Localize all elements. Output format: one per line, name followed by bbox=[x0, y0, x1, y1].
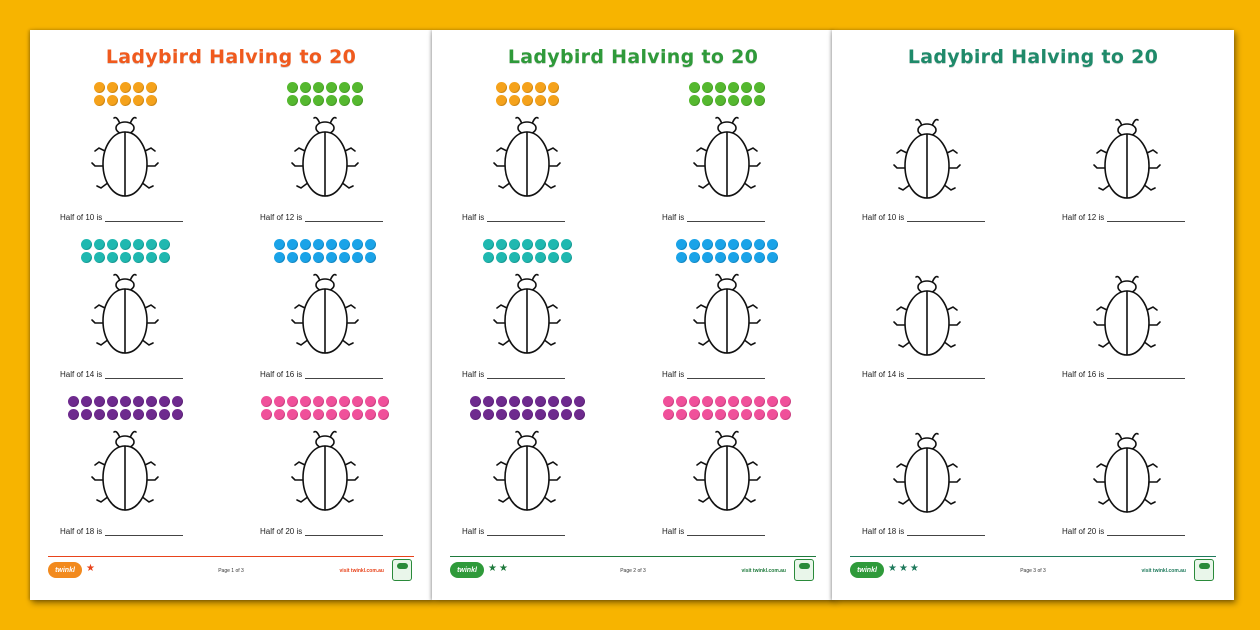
counter-dot bbox=[715, 409, 726, 420]
counter-dot bbox=[741, 409, 752, 420]
counter-dot bbox=[339, 82, 350, 93]
counter-dot bbox=[522, 239, 533, 250]
counter-dot bbox=[146, 252, 157, 263]
counter-dots bbox=[81, 239, 170, 263]
quality-badge-icon bbox=[1194, 559, 1214, 581]
counter-dot bbox=[300, 409, 311, 420]
page-number: Page 2 of 3 bbox=[620, 568, 646, 574]
counter-dot bbox=[754, 396, 765, 407]
counter-dot bbox=[741, 396, 752, 407]
counter-dots bbox=[496, 82, 559, 106]
answer-blank[interactable] bbox=[907, 528, 985, 536]
counter-dot bbox=[689, 396, 700, 407]
counter-dot bbox=[146, 409, 157, 420]
counter-dot bbox=[94, 409, 105, 420]
answer-blank[interactable] bbox=[907, 214, 985, 222]
counter-dot bbox=[676, 252, 687, 263]
site-link[interactable]: visit twinkl.com.au bbox=[741, 568, 786, 574]
counter-dot bbox=[483, 252, 494, 263]
counter-dot bbox=[339, 409, 350, 420]
answer-blank[interactable] bbox=[105, 371, 183, 379]
counter-dot bbox=[702, 82, 713, 93]
counter-dot bbox=[728, 409, 739, 420]
footer-divider bbox=[450, 556, 816, 557]
site-link[interactable]: visit twinkl.com.au bbox=[1141, 568, 1186, 574]
ladybird-outline-icon bbox=[1087, 112, 1167, 204]
counter-dot bbox=[496, 409, 507, 420]
counter-dot bbox=[172, 409, 183, 420]
counter-dot bbox=[535, 239, 546, 250]
counter-dot bbox=[120, 252, 131, 263]
counter-dots bbox=[274, 239, 376, 263]
counter-dot bbox=[676, 409, 687, 420]
counter-dot bbox=[274, 396, 285, 407]
counter-dot bbox=[561, 409, 572, 420]
counter-dot bbox=[94, 239, 105, 250]
answer-blank[interactable] bbox=[305, 371, 383, 379]
counter-dot bbox=[522, 95, 533, 106]
counter-dot bbox=[339, 252, 350, 263]
answer-label: Half of 16 is bbox=[1062, 370, 1105, 379]
answer-label: Half is bbox=[662, 370, 685, 379]
counter-dot bbox=[287, 396, 298, 407]
counter-dot bbox=[702, 95, 713, 106]
answer-row bbox=[862, 370, 985, 379]
counter-dot bbox=[535, 252, 546, 263]
answer-blank[interactable] bbox=[487, 528, 565, 536]
counter-dot bbox=[741, 95, 752, 106]
counter-dot bbox=[120, 239, 131, 250]
answer-label: Half of 20 is bbox=[260, 527, 303, 536]
counter-dot bbox=[107, 95, 118, 106]
answer-blank[interactable] bbox=[105, 214, 183, 222]
answer-label: Half is bbox=[462, 527, 485, 536]
counter-dot bbox=[470, 396, 481, 407]
counter-dot bbox=[261, 409, 272, 420]
counter-dot bbox=[352, 82, 363, 93]
counter-dot bbox=[483, 239, 494, 250]
counter-dot bbox=[133, 252, 144, 263]
counter-dot bbox=[133, 396, 144, 407]
counter-dot bbox=[715, 95, 726, 106]
counter-dot bbox=[754, 409, 765, 420]
counter-dot bbox=[702, 409, 713, 420]
counter-dot bbox=[365, 396, 376, 407]
ladybird-outline-icon bbox=[1087, 426, 1167, 518]
twinkl-logo: twinkl bbox=[450, 562, 484, 578]
counter-dot bbox=[326, 239, 337, 250]
counter-dots bbox=[68, 396, 183, 420]
counter-dot bbox=[159, 409, 170, 420]
counter-dot bbox=[313, 409, 324, 420]
counter-dot bbox=[352, 239, 363, 250]
answer-blank[interactable] bbox=[1107, 528, 1185, 536]
ladybird-outline-icon bbox=[285, 424, 365, 516]
counter-dots bbox=[689, 82, 765, 106]
counter-dot bbox=[548, 239, 559, 250]
counter-dot bbox=[548, 95, 559, 106]
counter-dot bbox=[728, 95, 739, 106]
counter-dot bbox=[107, 252, 118, 263]
page-title: Ladybird Halving to 20 bbox=[507, 46, 759, 68]
counter-dot bbox=[663, 409, 674, 420]
answer-label: Half is bbox=[662, 527, 685, 536]
counter-dot bbox=[561, 396, 572, 407]
counter-dot bbox=[728, 239, 739, 250]
counter-dot bbox=[548, 82, 559, 93]
counter-dot bbox=[94, 396, 105, 407]
page-number: Page 3 of 3 bbox=[1020, 568, 1046, 574]
counter-dot bbox=[107, 396, 118, 407]
counter-dot bbox=[300, 396, 311, 407]
answer-row bbox=[662, 370, 765, 379]
counter-dot bbox=[365, 252, 376, 263]
ladybird-outline-icon bbox=[887, 112, 967, 204]
counter-dots bbox=[94, 82, 157, 106]
answer-blank[interactable] bbox=[105, 528, 183, 536]
counter-dot bbox=[81, 252, 92, 263]
counter-dot bbox=[676, 396, 687, 407]
answer-blank[interactable] bbox=[687, 371, 765, 379]
difficulty-stars-icon: ★ bbox=[86, 563, 97, 574]
ladybird-outline-icon bbox=[487, 110, 567, 202]
footer-divider bbox=[850, 556, 1216, 557]
counter-dot bbox=[159, 396, 170, 407]
difficulty-stars-icon: ★★ bbox=[488, 563, 510, 574]
counter-dot bbox=[146, 239, 157, 250]
answer-row bbox=[60, 213, 183, 222]
counter-dots bbox=[676, 239, 778, 263]
answer-row bbox=[462, 213, 565, 222]
ladybird-outline-icon bbox=[285, 110, 365, 202]
ladybird-outline-icon bbox=[687, 110, 767, 202]
counter-dots bbox=[261, 396, 389, 420]
counter-dot bbox=[159, 239, 170, 250]
counter-dot bbox=[146, 396, 157, 407]
counter-dot bbox=[133, 95, 144, 106]
counter-dot bbox=[689, 239, 700, 250]
answer-row bbox=[462, 527, 565, 536]
counter-dot bbox=[378, 396, 389, 407]
counter-dot bbox=[496, 95, 507, 106]
counter-dot bbox=[313, 396, 324, 407]
counter-dot bbox=[702, 252, 713, 263]
counter-dot bbox=[663, 396, 674, 407]
counter-dot bbox=[120, 409, 131, 420]
counter-dot bbox=[94, 82, 105, 93]
counter-dot bbox=[470, 409, 481, 420]
counter-dot bbox=[483, 409, 494, 420]
counter-dot bbox=[352, 252, 363, 263]
counter-dot bbox=[81, 409, 92, 420]
counter-dot bbox=[326, 409, 337, 420]
counter-dot bbox=[159, 252, 170, 263]
counter-dot bbox=[535, 396, 546, 407]
counter-dot bbox=[767, 252, 778, 263]
counter-dot bbox=[496, 396, 507, 407]
counter-dot bbox=[339, 396, 350, 407]
counter-dot bbox=[107, 409, 118, 420]
counter-dot bbox=[780, 396, 791, 407]
counter-dot bbox=[496, 252, 507, 263]
answer-blank[interactable] bbox=[687, 528, 765, 536]
answer-row bbox=[260, 370, 383, 379]
counter-dot bbox=[780, 409, 791, 420]
counter-dot bbox=[68, 409, 79, 420]
answer-row bbox=[662, 213, 765, 222]
answer-label: Half is bbox=[662, 213, 685, 222]
counter-dot bbox=[172, 396, 183, 407]
counter-dot bbox=[300, 82, 311, 93]
counter-dot bbox=[728, 396, 739, 407]
counter-dot bbox=[767, 396, 778, 407]
answer-label: Half of 16 is bbox=[260, 370, 303, 379]
counter-dot bbox=[702, 396, 713, 407]
counter-dot bbox=[496, 239, 507, 250]
answer-blank[interactable] bbox=[1107, 371, 1185, 379]
counter-dot bbox=[287, 95, 298, 106]
counter-dot bbox=[509, 82, 520, 93]
counter-dot bbox=[287, 252, 298, 263]
counter-dot bbox=[339, 95, 350, 106]
counter-dot bbox=[94, 95, 105, 106]
counter-dot bbox=[522, 82, 533, 93]
answer-label: Half of 10 is bbox=[60, 213, 103, 222]
counter-dot bbox=[741, 82, 752, 93]
counter-dot bbox=[561, 252, 572, 263]
answer-row bbox=[862, 527, 985, 536]
counter-dot bbox=[287, 409, 298, 420]
counter-dot bbox=[81, 239, 92, 250]
counter-dot bbox=[496, 82, 507, 93]
answer-label: Half is bbox=[462, 370, 485, 379]
ladybird-outline-icon bbox=[487, 424, 567, 516]
answer-row bbox=[260, 527, 383, 536]
counter-dot bbox=[326, 396, 337, 407]
answer-label: Half of 20 is bbox=[1062, 527, 1105, 536]
counter-dot bbox=[274, 252, 285, 263]
counter-dots bbox=[470, 396, 585, 420]
counter-dot bbox=[300, 252, 311, 263]
counter-dots bbox=[663, 396, 791, 420]
counter-dot bbox=[261, 396, 272, 407]
counter-dot bbox=[574, 396, 585, 407]
counter-dot bbox=[509, 239, 520, 250]
counter-dot bbox=[715, 239, 726, 250]
counter-dot bbox=[378, 409, 389, 420]
counter-dot bbox=[133, 409, 144, 420]
page-title: Ladybird Halving to 20 bbox=[907, 46, 1159, 68]
counter-dot bbox=[754, 239, 765, 250]
counter-dot bbox=[754, 95, 765, 106]
counter-dot bbox=[548, 396, 559, 407]
answer-blank[interactable] bbox=[487, 371, 565, 379]
counter-dot bbox=[741, 252, 752, 263]
counter-dot bbox=[754, 252, 765, 263]
worksheet-page bbox=[832, 30, 1234, 600]
counter-dot bbox=[767, 239, 778, 250]
worksheet-page bbox=[432, 30, 834, 600]
answer-label: Half of 10 is bbox=[862, 213, 905, 222]
footer-divider bbox=[48, 556, 414, 557]
answer-blank[interactable] bbox=[907, 371, 985, 379]
site-link[interactable]: visit twinkl.com.au bbox=[339, 568, 384, 574]
counter-dot bbox=[548, 252, 559, 263]
counter-dot bbox=[702, 239, 713, 250]
answer-row bbox=[1062, 213, 1185, 222]
counter-dot bbox=[287, 239, 298, 250]
ladybird-outline-icon bbox=[487, 267, 567, 359]
answer-row bbox=[60, 527, 183, 536]
counter-dot bbox=[741, 239, 752, 250]
counter-dot bbox=[313, 239, 324, 250]
counter-dot bbox=[509, 409, 520, 420]
counter-dot bbox=[107, 82, 118, 93]
ladybird-outline-icon bbox=[887, 426, 967, 518]
counter-dot bbox=[522, 252, 533, 263]
counter-dot bbox=[313, 82, 324, 93]
counter-dot bbox=[120, 82, 131, 93]
ladybird-outline-icon bbox=[687, 267, 767, 359]
counter-dot bbox=[287, 82, 298, 93]
answer-label: Half of 12 is bbox=[260, 213, 303, 222]
counter-dot bbox=[313, 95, 324, 106]
counter-dot bbox=[313, 252, 324, 263]
counter-dot bbox=[81, 396, 92, 407]
twinkl-logo: twinkl bbox=[48, 562, 82, 578]
counter-dot bbox=[689, 409, 700, 420]
counter-dot bbox=[715, 252, 726, 263]
counter-dot bbox=[120, 95, 131, 106]
counter-dot bbox=[689, 252, 700, 263]
ladybird-outline-icon bbox=[85, 267, 165, 359]
counter-dot bbox=[522, 409, 533, 420]
counter-dot bbox=[676, 239, 687, 250]
counter-dot bbox=[728, 82, 739, 93]
counter-dot bbox=[133, 239, 144, 250]
quality-badge-icon bbox=[794, 559, 814, 581]
ladybird-outline-icon bbox=[85, 424, 165, 516]
counter-dot bbox=[728, 252, 739, 263]
answer-blank[interactable] bbox=[305, 214, 383, 222]
counter-dot bbox=[509, 252, 520, 263]
counter-dot bbox=[146, 95, 157, 106]
ladybird-outline-icon bbox=[1087, 269, 1167, 361]
answer-row bbox=[1062, 527, 1185, 536]
answer-row bbox=[260, 213, 383, 222]
counter-dot bbox=[574, 409, 585, 420]
counter-dot bbox=[715, 82, 726, 93]
counter-dot bbox=[68, 396, 79, 407]
answer-blank[interactable] bbox=[687, 214, 765, 222]
answer-row bbox=[1062, 370, 1185, 379]
counter-dot bbox=[352, 396, 363, 407]
counter-dot bbox=[535, 95, 546, 106]
counter-dot bbox=[326, 95, 337, 106]
answer-blank[interactable] bbox=[487, 214, 565, 222]
ladybird-outline-icon bbox=[85, 110, 165, 202]
answer-label: Half of 18 is bbox=[862, 527, 905, 536]
ladybird-outline-icon bbox=[285, 267, 365, 359]
counter-dot bbox=[535, 409, 546, 420]
answer-label: Half of 12 is bbox=[1062, 213, 1105, 222]
ladybird-outline-icon bbox=[687, 424, 767, 516]
counter-dot bbox=[509, 95, 520, 106]
counter-dot bbox=[483, 396, 494, 407]
counter-dot bbox=[548, 409, 559, 420]
counter-dot bbox=[522, 396, 533, 407]
counter-dot bbox=[365, 239, 376, 250]
page-title: Ladybird Halving to 20 bbox=[105, 46, 357, 68]
counter-dot bbox=[715, 396, 726, 407]
answer-row bbox=[60, 370, 183, 379]
counter-dot bbox=[107, 239, 118, 250]
counter-dot bbox=[120, 396, 131, 407]
counter-dot bbox=[339, 239, 350, 250]
answer-row bbox=[662, 527, 765, 536]
answer-label: Half is bbox=[462, 213, 485, 222]
counter-dot bbox=[561, 239, 572, 250]
counter-dot bbox=[509, 396, 520, 407]
counter-dot bbox=[767, 409, 778, 420]
answer-row bbox=[462, 370, 565, 379]
twinkl-logo: twinkl bbox=[850, 562, 884, 578]
counter-dots bbox=[483, 239, 572, 263]
counter-dot bbox=[274, 239, 285, 250]
page-number: Page 1 of 3 bbox=[218, 568, 244, 574]
ladybird-outline-icon bbox=[887, 269, 967, 361]
counter-dot bbox=[133, 82, 144, 93]
counter-dots bbox=[287, 82, 363, 106]
counter-dot bbox=[535, 82, 546, 93]
counter-dot bbox=[300, 95, 311, 106]
counter-dot bbox=[352, 95, 363, 106]
counter-dot bbox=[146, 82, 157, 93]
answer-blank[interactable] bbox=[305, 528, 383, 536]
counter-dot bbox=[689, 82, 700, 93]
answer-blank[interactable] bbox=[1107, 214, 1185, 222]
counter-dot bbox=[689, 95, 700, 106]
counter-dot bbox=[300, 239, 311, 250]
answer-label: Half of 14 is bbox=[60, 370, 103, 379]
answer-label: Half of 14 is bbox=[862, 370, 905, 379]
worksheet-page bbox=[30, 30, 432, 600]
counter-dot bbox=[326, 252, 337, 263]
counter-dot bbox=[94, 252, 105, 263]
counter-dot bbox=[365, 409, 376, 420]
quality-badge-icon bbox=[392, 559, 412, 581]
difficulty-stars-icon: ★★★ bbox=[888, 563, 921, 574]
answer-label: Half of 18 is bbox=[60, 527, 103, 536]
counter-dot bbox=[754, 82, 765, 93]
answer-row bbox=[862, 213, 985, 222]
counter-dot bbox=[274, 409, 285, 420]
counter-dot bbox=[352, 409, 363, 420]
counter-dot bbox=[326, 82, 337, 93]
